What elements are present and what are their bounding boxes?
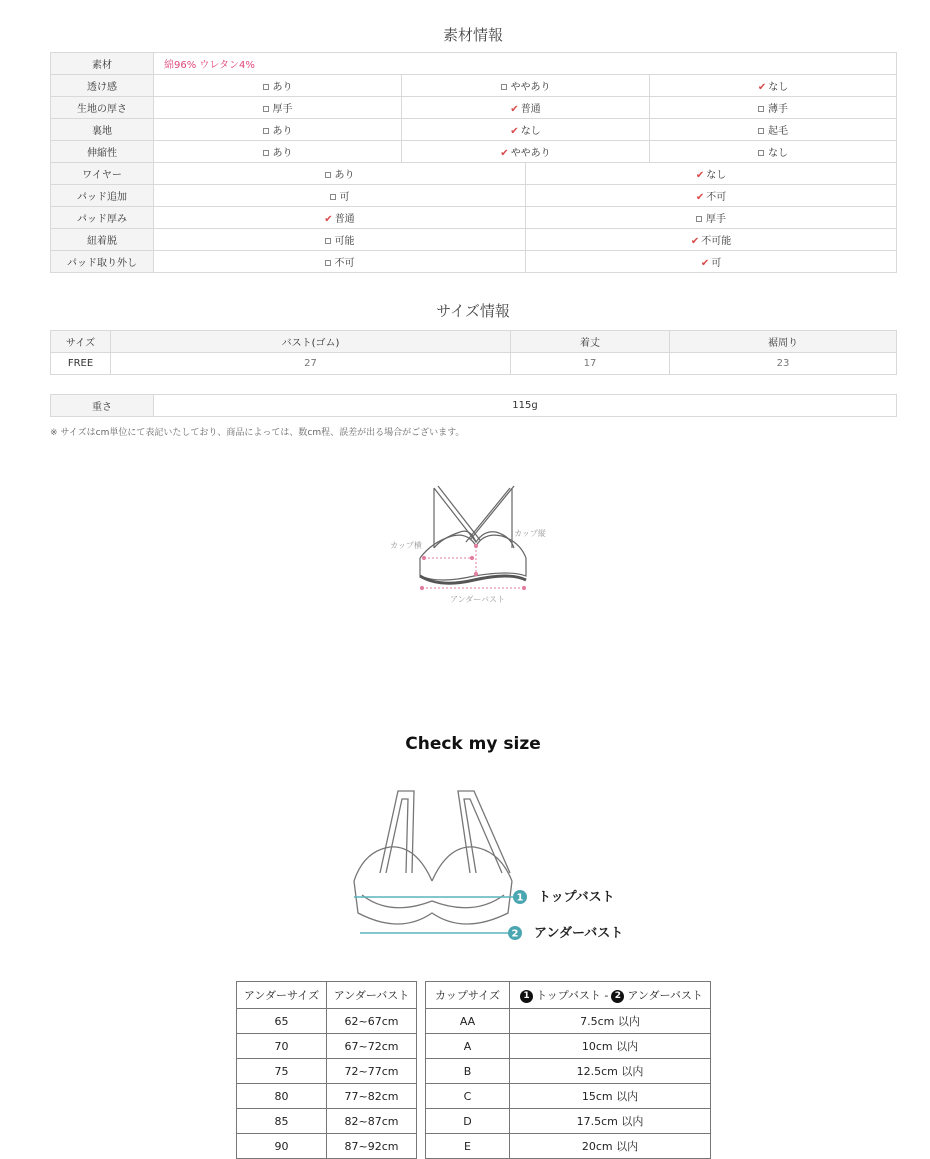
checked-checkbox-icon: ✔ <box>324 214 333 225</box>
cup-size-header: カップサイズ <box>426 982 510 1009</box>
cup-diff-cell: 15cm 以内 <box>510 1084 711 1109</box>
option-label: なし <box>520 126 541 137</box>
option-label: 厚手 <box>272 104 293 115</box>
option-label: 普通 <box>334 214 355 225</box>
option-cell <box>526 251 897 273</box>
row-label: パッド取り外し <box>51 251 154 273</box>
under-size-row <box>237 1109 417 1134</box>
under-size-row <box>237 1034 417 1059</box>
option-cell <box>650 75 897 97</box>
option-cell <box>154 185 526 207</box>
option-label: あり <box>272 126 293 137</box>
option-cell <box>154 119 402 141</box>
cup-diff-cell: 20cm 以内 <box>510 1134 711 1159</box>
material-row <box>51 229 897 251</box>
cup-diff-cell: 17.5cm 以内 <box>510 1109 711 1134</box>
row-label: 透け感 <box>51 75 154 97</box>
option-cell <box>154 75 402 97</box>
empty-checkbox-icon <box>325 172 331 178</box>
under-size-cell: 75 <box>237 1059 327 1084</box>
empty-checkbox-icon <box>501 84 507 90</box>
row-label: パッド追加 <box>51 185 154 207</box>
option-label: 厚手 <box>706 214 727 225</box>
option-label: あり <box>272 82 293 93</box>
material-section-title: 素材情報 <box>442 26 503 44</box>
under-size-cell: 70 <box>237 1034 327 1059</box>
cup-size-row <box>426 1134 711 1159</box>
under-size-row <box>237 1059 417 1084</box>
cup-size-cell: A <box>426 1034 510 1059</box>
bra-measurement-diagram <box>380 480 560 610</box>
row-label: パッド厚み <box>51 207 154 229</box>
size-note: ※ サイズはcm単位にて表記いたしており、商品によっては、数cm程、誤差が出る場合がございます。 <box>50 428 465 438</box>
under-bust-text: アンダーバスト <box>534 926 624 941</box>
option-label: 不可 <box>334 258 355 269</box>
option-label: なし <box>768 148 789 159</box>
option-label: あり <box>272 148 293 159</box>
cup-size-row <box>426 1009 711 1034</box>
cup-size-cell: B <box>426 1059 510 1084</box>
under-size-table <box>236 981 417 1159</box>
weight-value: 115g <box>154 395 897 417</box>
option-label: 不可能 <box>701 236 732 247</box>
option-cell <box>650 141 897 163</box>
under-size-header: アンダーサイズ <box>237 982 327 1009</box>
option-label: 薄手 <box>768 104 789 115</box>
option-cell <box>526 229 897 251</box>
cup-header-under: アンダーバスト <box>627 989 703 1002</box>
option-cell <box>154 141 402 163</box>
top-bust-label: トップバスト <box>538 890 615 905</box>
empty-checkbox-icon <box>758 150 764 156</box>
option-cell <box>154 97 402 119</box>
material-label: 素材 <box>51 53 154 75</box>
empty-checkbox-icon <box>263 128 269 134</box>
empty-checkbox-icon <box>758 106 764 112</box>
row-label: 生地の厚さ <box>51 97 154 119</box>
size-cell-bust: 27 <box>111 353 511 375</box>
option-label: 起毛 <box>768 126 789 137</box>
material-row <box>51 75 897 97</box>
option-label: 不可 <box>706 192 727 203</box>
size-cell-length: 17 <box>511 353 670 375</box>
material-row <box>51 119 897 141</box>
check-size-title: Check my size <box>405 734 541 754</box>
option-cell <box>526 163 897 185</box>
material-row <box>51 251 897 273</box>
under-bust-header: アンダーバスト <box>327 982 417 1009</box>
under-bust-cell: 72~77cm <box>327 1059 417 1084</box>
option-cell <box>402 97 650 119</box>
cup-size-cell: C <box>426 1084 510 1109</box>
cup-size-cell: AA <box>426 1009 510 1034</box>
under-bust-label: アンダーバスト <box>450 595 505 604</box>
empty-checkbox-icon <box>758 128 764 134</box>
material-value: 綿96% ウレタン4% <box>154 53 897 75</box>
num-marker-2-icon: 2 <box>611 990 624 1003</box>
under-bust-cell: 87~92cm <box>327 1134 417 1159</box>
option-label: なし <box>706 170 727 181</box>
row-label: ワイヤー <box>51 163 154 185</box>
checked-checkbox-icon: ✔ <box>700 258 710 269</box>
option-label: 可 <box>339 192 350 203</box>
under-bust-cell: 82~87cm <box>327 1109 417 1134</box>
cup-header-sep: - <box>604 989 609 1002</box>
weight-label: 重さ <box>51 395 154 417</box>
size-header-size: サイズ <box>51 331 111 353</box>
cup-diff-cell: 12.5cm 以内 <box>510 1059 711 1084</box>
cup-size-cell: D <box>426 1109 510 1134</box>
under-size-row <box>237 1134 417 1159</box>
option-cell <box>526 185 897 207</box>
checked-checkbox-icon: ✔ <box>690 236 700 247</box>
material-table <box>50 52 897 273</box>
bra-size-diagram <box>340 785 640 950</box>
option-cell <box>650 119 897 141</box>
checked-checkbox-icon: ✔ <box>510 126 519 137</box>
size-cell-size: FREE <box>51 353 111 375</box>
under-size-row <box>237 1009 417 1034</box>
checked-checkbox-icon: ✔ <box>510 104 519 115</box>
row-label: 伸縮性 <box>51 141 154 163</box>
material-row <box>51 185 897 207</box>
cup-header-top: トップバスト <box>536 989 601 1002</box>
option-label: 可 <box>711 258 722 269</box>
checked-checkbox-icon: ✔ <box>695 192 705 203</box>
option-cell <box>154 229 526 251</box>
under-bust-marker: 2 <box>511 928 519 940</box>
cup-diff-header <box>510 982 711 1009</box>
checked-checkbox-icon: ✔ <box>757 82 767 93</box>
option-label: 普通 <box>520 104 541 115</box>
option-cell <box>402 141 650 163</box>
option-label: あり <box>334 170 355 181</box>
size-header-hem: 裾周り <box>670 331 897 353</box>
empty-checkbox-icon <box>263 106 269 112</box>
cup-size-table <box>425 981 711 1159</box>
option-cell <box>402 75 650 97</box>
option-cell <box>154 207 526 229</box>
empty-checkbox-icon <box>325 238 331 244</box>
cup-size-row <box>426 1059 711 1084</box>
cup-diff-cell: 10cm 以内 <box>510 1034 711 1059</box>
under-size-cell: 90 <box>237 1134 327 1159</box>
cup-width-label: カップ横 <box>390 541 422 550</box>
size-table <box>50 330 897 375</box>
under-bust-cell: 77~82cm <box>327 1084 417 1109</box>
cup-size-row <box>426 1084 711 1109</box>
material-row <box>51 97 897 119</box>
option-cell <box>154 251 526 273</box>
option-cell <box>154 163 526 185</box>
material-row <box>51 207 897 229</box>
checked-checkbox-icon: ✔ <box>695 170 705 181</box>
option-label: ややあり <box>510 148 551 159</box>
option-label: なし <box>768 82 789 93</box>
under-size-row <box>237 1084 417 1109</box>
size-header-bust: バスト(ゴム) <box>111 331 511 353</box>
top-bust-marker: 1 <box>516 892 524 904</box>
option-cell <box>650 97 897 119</box>
cup-height-label: カップ縦 <box>514 529 546 538</box>
material-row <box>51 163 897 185</box>
under-size-cell: 80 <box>237 1084 327 1109</box>
under-bust-cell: 62~67cm <box>327 1009 417 1034</box>
empty-checkbox-icon <box>263 150 269 156</box>
empty-checkbox-icon <box>325 260 331 266</box>
size-cell-hem: 23 <box>670 353 897 375</box>
option-label: 可能 <box>334 236 355 247</box>
cup-size-cell: E <box>426 1134 510 1159</box>
weight-table <box>50 394 897 417</box>
option-cell <box>402 119 650 141</box>
material-row <box>51 141 897 163</box>
cup-size-row <box>426 1034 711 1059</box>
checked-checkbox-icon: ✔ <box>500 148 509 159</box>
cup-diff-cell: 7.5cm 以内 <box>510 1009 711 1034</box>
row-label: 裏地 <box>51 119 154 141</box>
empty-checkbox-icon <box>330 194 336 200</box>
num-marker-1-icon: 1 <box>520 990 533 1003</box>
under-size-cell: 65 <box>237 1009 327 1034</box>
row-label: 紐着脱 <box>51 229 154 251</box>
under-size-cell: 85 <box>237 1109 327 1134</box>
cup-size-row <box>426 1109 711 1134</box>
size-header-length: 着丈 <box>511 331 670 353</box>
size-section-title: サイズ情報 <box>436 302 510 320</box>
under-bust-cell: 67~72cm <box>327 1034 417 1059</box>
empty-checkbox-icon <box>696 216 702 222</box>
empty-checkbox-icon <box>263 84 269 90</box>
option-cell <box>526 207 897 229</box>
option-label: ややあり <box>510 82 551 93</box>
